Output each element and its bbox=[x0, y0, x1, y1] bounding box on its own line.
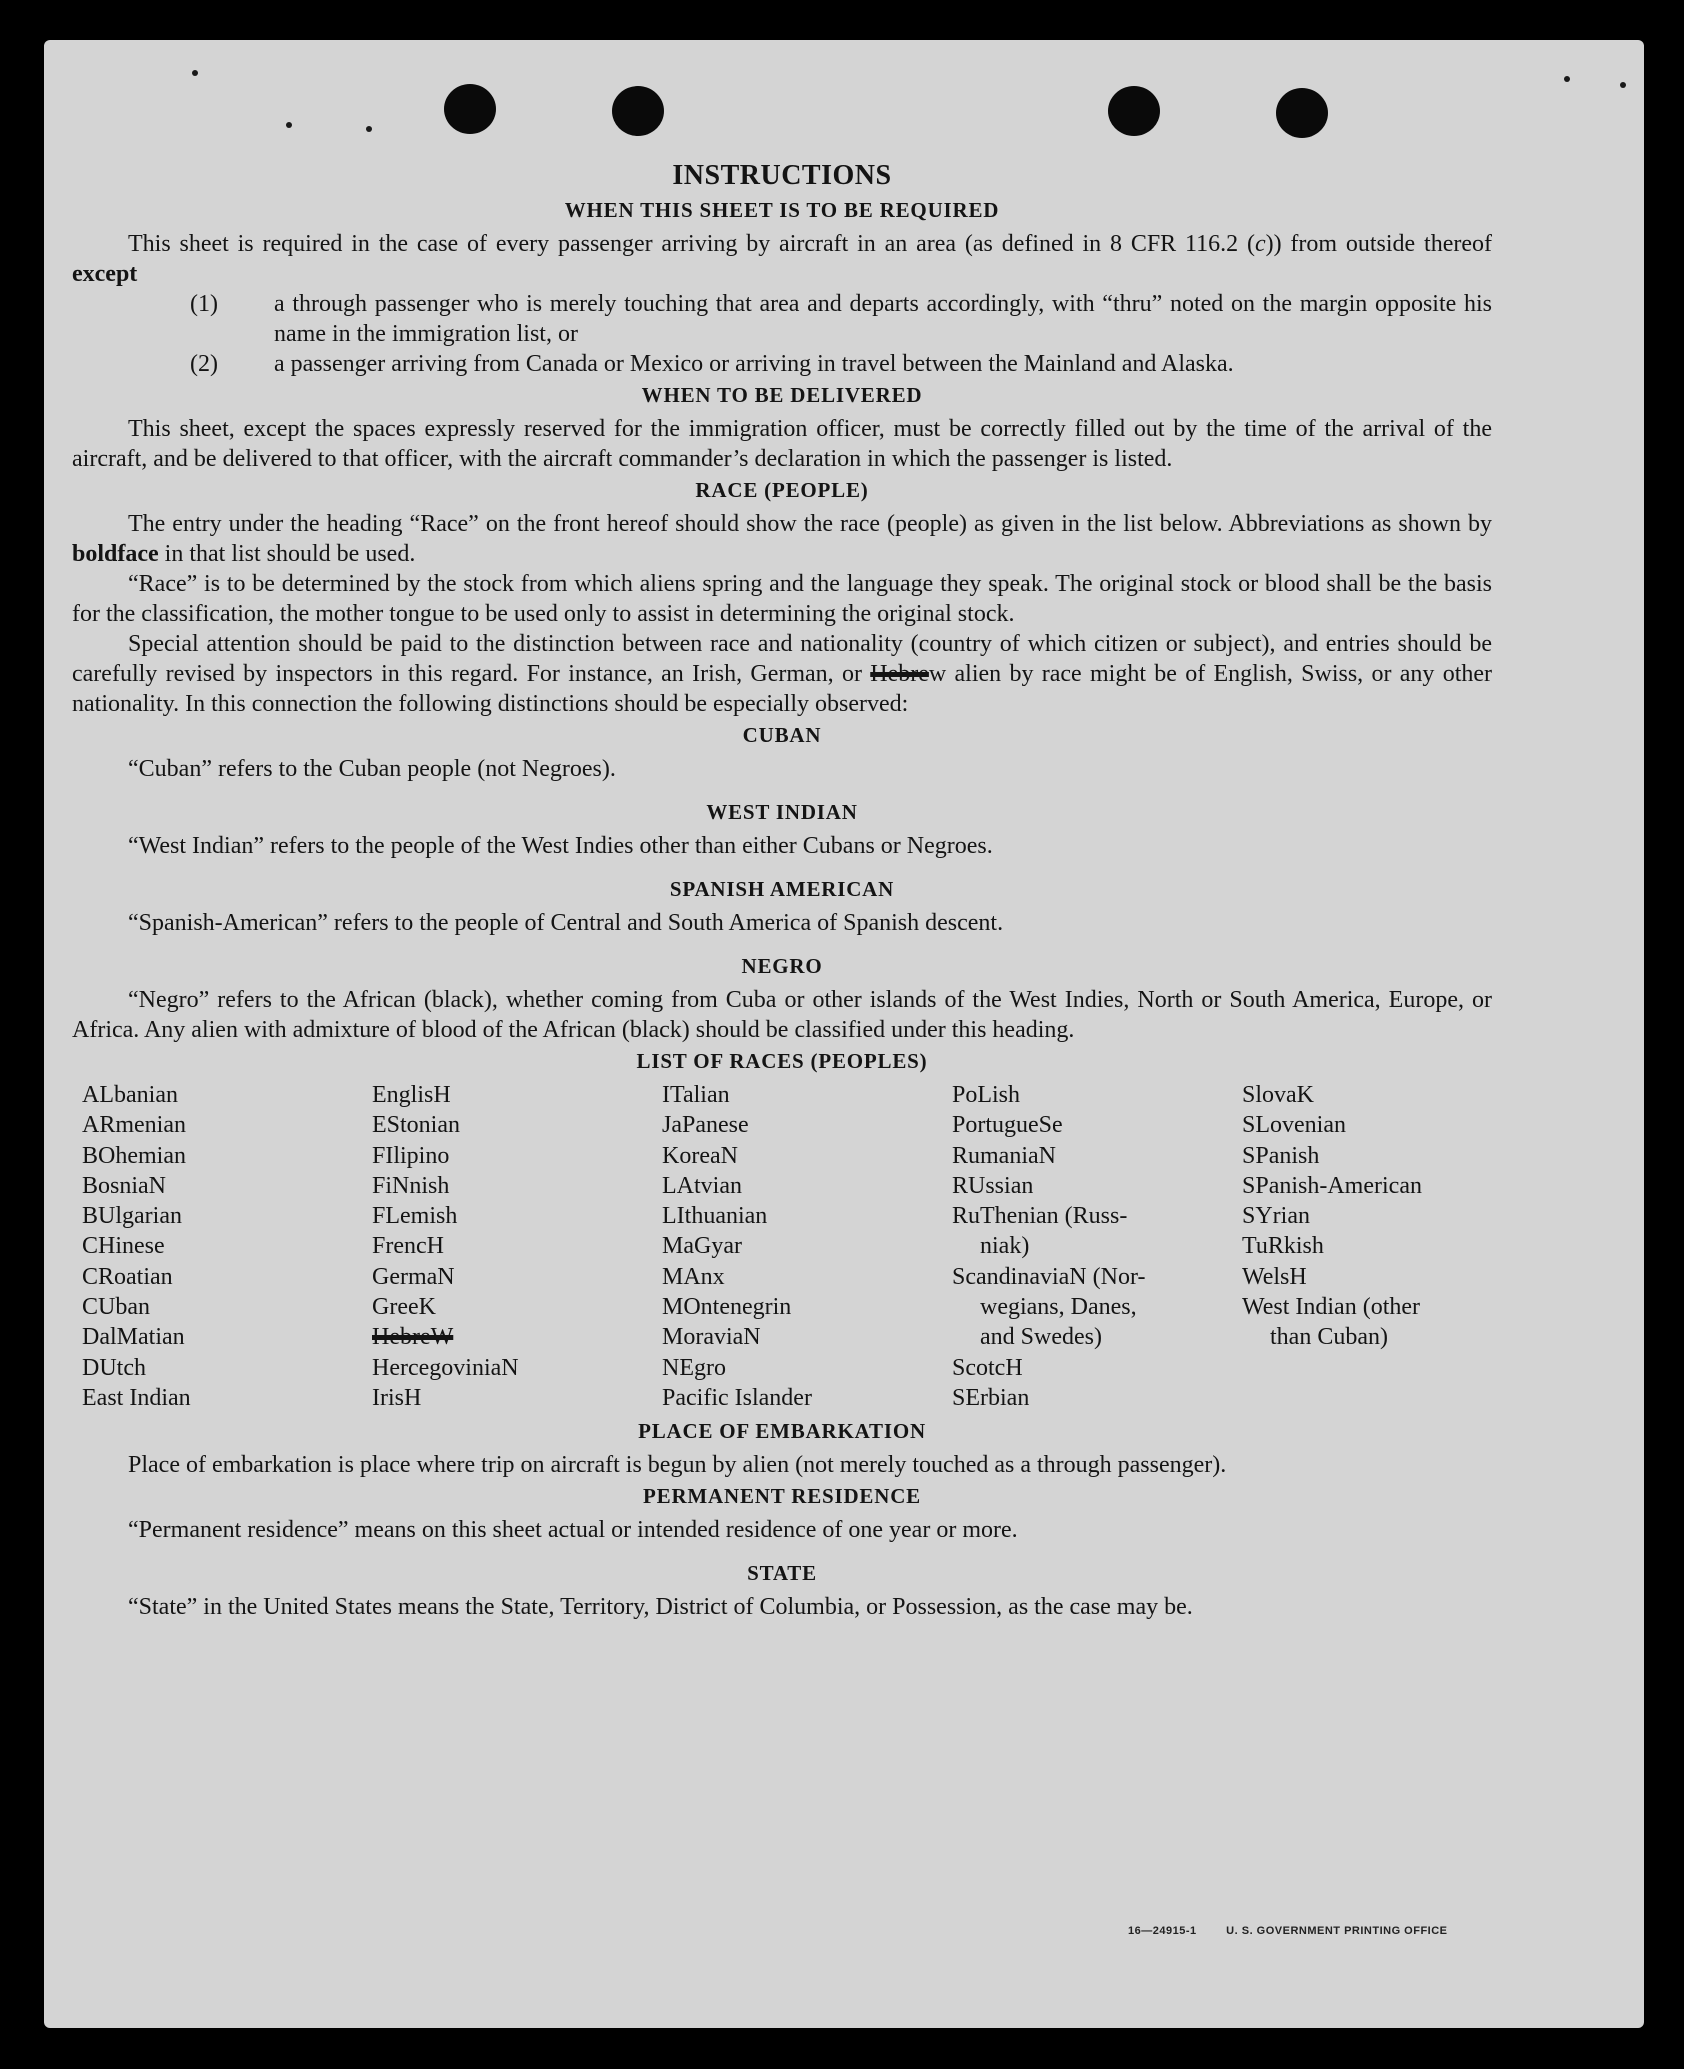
required-intro: This sheet is required in the case of every passenger arriving by aircraft in an area (as defined in 8 CFR 116.2 (c)) from outside thereof except bbox=[72, 231, 1492, 287]
race-item-continued: than Cuban) bbox=[1270, 1324, 1388, 1351]
heading-permanent-residence: PERMANENT RESIDENCE bbox=[643, 1484, 921, 1509]
race-item: CUban bbox=[82, 1294, 150, 1321]
race-item: ITalian bbox=[662, 1082, 730, 1108]
document-title: INSTRUCTIONS bbox=[672, 160, 892, 191]
race-item: SLovenian bbox=[1242, 1112, 1346, 1139]
heading-spanish-american: SPANISH AMERICAN bbox=[669, 877, 895, 901]
race-item: ARmenian bbox=[82, 1112, 186, 1139]
race-item: ALbanian bbox=[82, 1082, 178, 1108]
race-item: WelsH bbox=[1242, 1263, 1307, 1290]
speck bbox=[192, 70, 198, 76]
speck bbox=[366, 126, 372, 132]
heading-when-delivered: WHEN TO BE DELIVERED bbox=[641, 383, 923, 407]
race-item: PoLish bbox=[952, 1082, 1021, 1108]
race-item: BOhemian bbox=[82, 1142, 186, 1169]
instructions-document bbox=[72, 160, 1492, 1622]
race-item: MOntenegrin bbox=[662, 1294, 792, 1321]
negro-text: “Negro” refers to the African (black), whether coming from Cuba or other islands of the West Indies, North or South America, Europe, or Africa. Any alien with admixture of blood of the African (black) should be classified under this heading. bbox=[72, 987, 1492, 1043]
race-item: FiNnish bbox=[372, 1172, 450, 1199]
race-item: CHinese bbox=[82, 1233, 165, 1260]
race-item: PortugueSe bbox=[952, 1112, 1063, 1139]
speck bbox=[1564, 76, 1570, 82]
race-item: KoreaN bbox=[662, 1142, 738, 1169]
punch-hole bbox=[612, 86, 664, 136]
punch-hole bbox=[1108, 86, 1160, 136]
race-item: ScotcH bbox=[952, 1354, 1023, 1381]
race-item: SYrian bbox=[1242, 1203, 1310, 1230]
cuban-text: “Cuban” refers to the Cuban people (not Negroes). bbox=[128, 756, 616, 782]
speck bbox=[286, 122, 292, 128]
required-item: (2) a passenger arriving from Canada or Mexico or arriving in travel between the Mainland and Alaska. bbox=[190, 351, 1234, 377]
race-item: SPanish-American bbox=[1242, 1172, 1422, 1199]
printer-name: U. S. GOVERNMENT PRINTING OFFICE bbox=[1226, 1925, 1448, 1937]
race-item: RuThenian (Russ- bbox=[952, 1203, 1128, 1230]
race-item: CRoatian bbox=[82, 1263, 173, 1290]
required-item: (1) a through passenger who is merely touching that area and departs accordingly, with “thru” noted on the margin opposite his name in the immigration list, or bbox=[190, 291, 1492, 347]
heading-embarkation: PLACE OF EMBARKATION bbox=[638, 1419, 926, 1444]
race-item: LIthuanian bbox=[662, 1203, 768, 1230]
race-item: DUtch bbox=[82, 1354, 146, 1381]
race-item-continued: wegians, Danes, bbox=[980, 1294, 1137, 1321]
punch-hole bbox=[444, 84, 496, 134]
race-item: BUlgarian bbox=[82, 1203, 182, 1230]
race-item: Pacific Islander bbox=[662, 1384, 812, 1411]
race-item-continued: and Swedes) bbox=[980, 1324, 1102, 1351]
heading-state: STATE bbox=[747, 1561, 817, 1586]
heading-list-of-races: LIST OF RACES (PEOPLES) bbox=[636, 1049, 928, 1073]
race-item: SPanish bbox=[1242, 1142, 1320, 1169]
delivered-text: This sheet, except the spaces expressly reserved for the immigration officer, must be correctly filled out by the time of the arrival of the aircraft, and be delivered to that officer, with the aircraft commander’s declaration in which the passenger is listed. bbox=[72, 416, 1492, 472]
race-item: FrencH bbox=[372, 1233, 444, 1260]
embarkation-text: Place of embarkation is place where trip on aircraft is begun by alien (not merely touched as a through passenger). bbox=[128, 1452, 1227, 1479]
state-text: “State” in the United States means the State, Territory, District of Columbia, or Possession, as the case may be. bbox=[128, 1594, 1193, 1621]
race-item: MAnx bbox=[662, 1263, 725, 1290]
races-column bbox=[82, 1080, 372, 1413]
race-item: SlovaK bbox=[1242, 1082, 1314, 1108]
heading-negro: NEGRO bbox=[741, 954, 823, 978]
race-paragraph-3: Special attention should be paid to the distinction between race and nationality (country of which citizen or subject), and entries should be carefully revised by inspectors in this regard. For instance, an Irish, German, or Hebrew alien by race might be of English, Swiss, or any other nationality. In this connection the following distinctions should be especially observed: bbox=[72, 631, 1493, 717]
races-column bbox=[372, 1080, 662, 1413]
punch-hole bbox=[1276, 88, 1328, 138]
race-item: RUssian bbox=[952, 1172, 1034, 1199]
race-item: JaPanese bbox=[662, 1112, 749, 1139]
race-item: West Indian (other bbox=[1242, 1294, 1421, 1321]
race-item: HercegoviniaN bbox=[372, 1354, 519, 1381]
races-column bbox=[952, 1080, 1242, 1413]
race-item: GermaN bbox=[372, 1263, 455, 1290]
heading-race: RACE (PEOPLE) bbox=[695, 478, 869, 502]
speck bbox=[1620, 82, 1626, 88]
race-item: FLemish bbox=[372, 1203, 458, 1230]
race-item: TuRkish bbox=[1242, 1233, 1324, 1260]
race-item: MaGyar bbox=[662, 1233, 742, 1260]
west-indian-text: “West Indian” refers to the people of the West Indies other than either Cubans or Negroes. bbox=[128, 833, 993, 859]
races-column bbox=[1242, 1080, 1492, 1413]
heading-west-indian: WEST INDIAN bbox=[706, 800, 858, 824]
races-list bbox=[82, 1080, 1492, 1413]
races-column bbox=[662, 1080, 952, 1413]
printer-footer bbox=[1128, 1925, 1448, 1937]
race-item: RumaniaN bbox=[952, 1142, 1056, 1169]
race-paragraph-1: The entry under the heading “Race” on the front hereof should show the race (people) as given in the list below. Abbreviations as shown by boldface in that list should be used. bbox=[72, 511, 1492, 567]
race-item: IrisH bbox=[372, 1384, 422, 1411]
race-item: GreeK bbox=[372, 1294, 436, 1321]
race-item-continued: niak) bbox=[980, 1233, 1030, 1260]
permanent-residence-text: “Permanent residence” means on this sheet actual or intended residence of one year or more. bbox=[128, 1517, 1018, 1544]
struck-text: Hebre bbox=[870, 661, 929, 687]
heading-when-required: WHEN THIS SHEET IS TO BE REQUIRED bbox=[564, 198, 1000, 222]
race-item: East Indian bbox=[82, 1384, 191, 1411]
race-item: LAtvian bbox=[662, 1172, 742, 1199]
race-item: FIlipino bbox=[372, 1142, 450, 1169]
race-paragraph-2: “Race” is to be determined by the stock from which aliens spring and the language they speak. The original stock or blood shall be the basis for the classification, the mother tongue to be used only to assist in determining the original stock. bbox=[72, 571, 1492, 627]
race-item: SErbian bbox=[952, 1384, 1030, 1411]
race-item: EStonian bbox=[372, 1112, 460, 1139]
spanish-american-text: “Spanish-American” refers to the people of Central and South America of Spanish descent. bbox=[128, 910, 1004, 936]
race-item: BosniaN bbox=[82, 1172, 166, 1199]
race-item: NEgro bbox=[662, 1354, 726, 1381]
race-item: MoraviaN bbox=[662, 1324, 761, 1351]
race-item: DalMatian bbox=[82, 1324, 185, 1351]
heading-cuban: CUBAN bbox=[742, 723, 822, 747]
race-item-struck: HebreW bbox=[372, 1324, 454, 1351]
form-code: 16—24915-1 bbox=[1128, 1925, 1197, 1937]
race-item: EnglisH bbox=[372, 1082, 451, 1108]
race-item: ScandinaviaN (Nor- bbox=[952, 1263, 1146, 1290]
